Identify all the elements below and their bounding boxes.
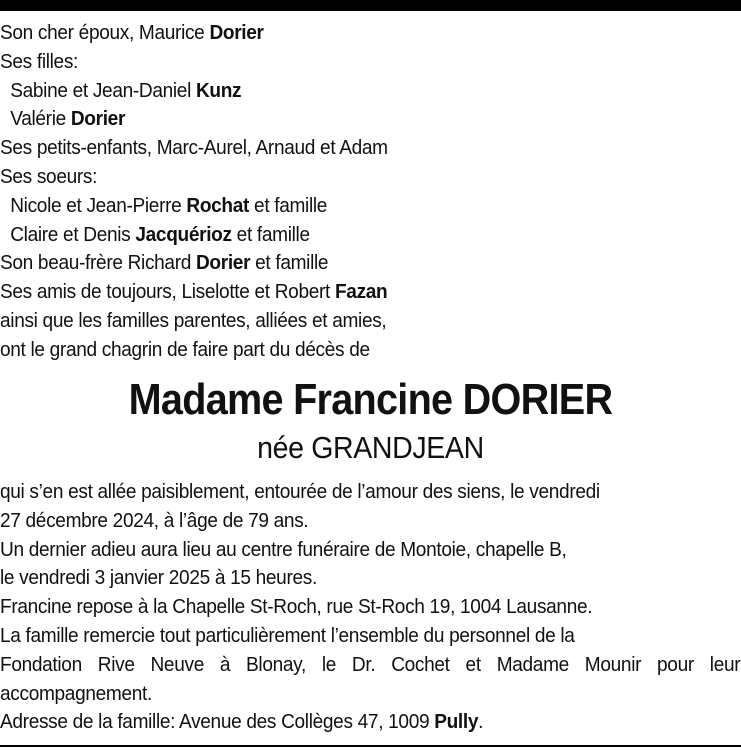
- line-text: Ses petits-enfants, Marc-Aurel, Arnaud et Adam: [0, 136, 388, 160]
- line-text: Ses filles:: [0, 49, 79, 73]
- family-line-sister-2: [0, 221, 689, 250]
- family-line-brother-in-law: [0, 249, 689, 278]
- details-line-8: accompagnement.: [0, 681, 152, 705]
- family-line-grandchildren: [0, 134, 689, 163]
- family-address: [0, 708, 689, 737]
- family-line-friends: [0, 278, 689, 307]
- deceased-name-block: [0, 372, 741, 468]
- address-suffix: .: [478, 710, 484, 734]
- surname: Dorier: [195, 251, 251, 275]
- family-line-sisters-heading: [0, 163, 689, 192]
- maiden-name: née GRANDJEAN: [257, 430, 484, 465]
- line-suffix: et famille: [249, 193, 328, 217]
- details-line-4: le vendredi 3 janvier 2025 à 15 heures.: [0, 566, 317, 590]
- family-line-daughter-1: [0, 77, 689, 106]
- line-text: ainsi que les familles parentes, alliées et amies,: [0, 308, 387, 332]
- details-line-1: qui s’en est allée paisiblement, entourée de l’amour des siens, le vendredi: [0, 480, 600, 503]
- details-line-2: 27 décembre 2024, à l’âge de 79 ans.: [0, 508, 309, 532]
- family-line-announcement: [0, 336, 689, 365]
- details-line-3: Un dernier adieu aura lieu au centre funéraire de Montoie, chapelle B,: [0, 537, 567, 561]
- line-text: Son beau-frère Richard: [0, 251, 196, 275]
- line-text: Nicole et Jean-Pierre: [10, 193, 187, 217]
- surname: Dorier: [70, 107, 126, 131]
- funeral-details: [0, 478, 741, 737]
- line-text: ont le grand chagrin de faire part du décès de: [0, 337, 370, 361]
- line-text: Son cher époux, Maurice: [0, 21, 210, 44]
- deceased-name: Madame Francine DORIER: [128, 375, 613, 424]
- surname: Kunz: [195, 78, 242, 102]
- family-list: [0, 19, 741, 365]
- family-line-spouse: [0, 19, 689, 48]
- details-line-7: [0, 651, 741, 680]
- family-line-daughter-2: [0, 105, 689, 134]
- line-suffix: et famille: [231, 222, 310, 246]
- line-text: Valérie: [10, 107, 71, 131]
- family-line-sister-1: [0, 192, 689, 221]
- address-city: Pully: [434, 710, 479, 734]
- surname: Fazan: [334, 280, 388, 304]
- details-line-6: La famille remercie tout particulièrement l’ensemble du personnel de la: [0, 623, 575, 647]
- top-border-rule: [0, 0, 741, 11]
- line-text: Ses amis de toujours, Liselotte et Robert: [0, 280, 335, 304]
- line-text: Ses soeurs:: [0, 164, 98, 188]
- line-text: Sabine et Jean-Daniel: [10, 78, 196, 102]
- details-line-5: Francine repose à la Chapelle St-Roch, rue St-Roch 19, 1004 Lausanne.: [0, 595, 593, 619]
- surname: Dorier: [209, 21, 264, 44]
- address-text: Adresse de la famille: Avenue des Collèges 47, 1009: [0, 710, 435, 734]
- details-line-7-text: Fondation Rive Neuve à Blonay, le Dr. Cochet et Madame Mounir pour leur: [0, 652, 741, 676]
- bottom-border-rule: [0, 745, 741, 747]
- family-line-daughters-heading: [0, 48, 689, 77]
- line-suffix: et famille: [250, 251, 329, 275]
- surname: Jacquérioz: [135, 222, 232, 246]
- family-line-relatives: [0, 307, 689, 336]
- surname: Rochat: [186, 193, 250, 217]
- line-text: Claire et Denis: [10, 222, 136, 246]
